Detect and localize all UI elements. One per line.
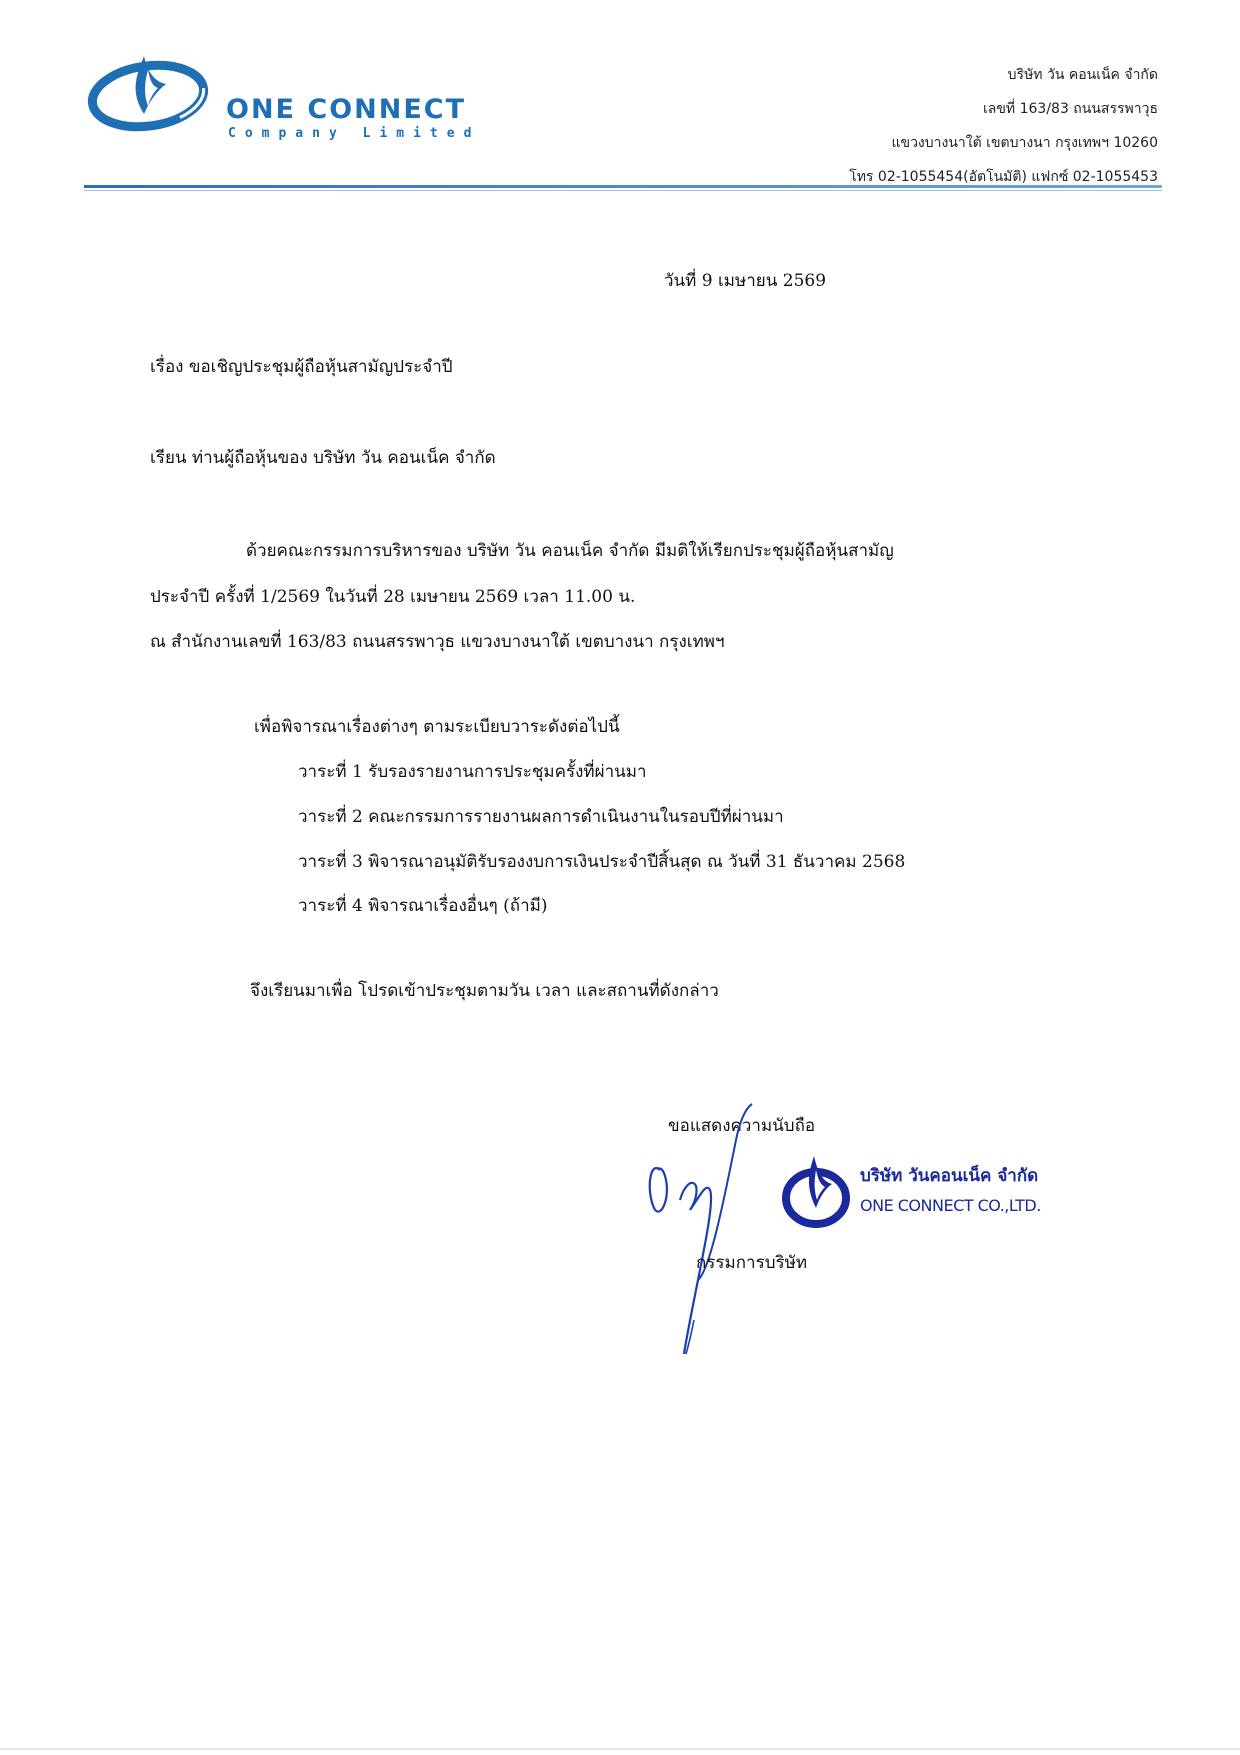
address-line: โทร 02-1055454(อัตโนมัติ) แฟกซ์ 02-1055453 bbox=[849, 169, 1158, 185]
logo-name: ONE CONNECT bbox=[226, 94, 467, 125]
regards: ขอแสดงความนับถือ bbox=[668, 1116, 816, 1136]
agenda-item: วาระที่ 3 พิจารณาอนุมัติรับรองงบการเงินประจำปีสิ้นสุด ณ วันที่ 31 ธันวาคม 2568 bbox=[298, 852, 906, 872]
agenda-item: วาระที่ 2 คณะกรรมการรายงานผลการดำเนินงานในรอบปีที่ผ่านมา bbox=[298, 807, 784, 827]
agenda-item: วาระที่ 4 พิจารณาเรื่องอื่นๆ (ถ้ามี) bbox=[298, 896, 548, 916]
header-divider-thin bbox=[84, 190, 1162, 191]
page-bottom-edge bbox=[0, 1748, 1240, 1750]
letter-subject: เรื่อง ขอเชิญประชุมผู้ถือหุ้นสามัญประจำปี bbox=[150, 357, 453, 377]
stamp-name-en: ONE CONNECT CO.,LTD. bbox=[860, 1196, 1041, 1215]
address-line: บริษัท วัน คอนเน็ค จำกัด bbox=[1007, 67, 1158, 83]
body-line: ประจำปี ครั้งที่ 1/2569 ในวันที่ 28 เมษายน 2569 เวลา 11.00 น. bbox=[150, 587, 636, 607]
letter-date: วันที่ 9 เมษายน 2569 bbox=[664, 271, 827, 291]
company-logo bbox=[86, 52, 506, 142]
closing-line: จึงเรียนมาเพื่อ โปรดเข้าประชุมตามวัน เวลา และสถานที่ดังกล่าว bbox=[250, 981, 719, 1001]
address-line: เลขที่ 163/83 ถนนสรรพาวุธ bbox=[982, 101, 1158, 117]
agenda-item: วาระที่ 1 รับรองรายงานการประชุมครั้งที่ผ่านมา bbox=[298, 762, 647, 782]
body-line: ณ สำนักงานเลขที่ 163/83 ถนนสรรพาวุธ แขวงบางนาใต้ เขตบางนา กรุงเทพฯ bbox=[150, 632, 725, 652]
body-line: ด้วยคณะกรรมการบริหารของ บริษัท วัน คอนเน็ค จำกัด มีมติให้เรียกประชุมผู้ถือหุ้นสามัญ bbox=[246, 541, 894, 561]
letter-recipient: เรียน ท่านผู้ถือหุ้นของ บริษัท วัน คอนเน็ค จำกัด bbox=[150, 448, 496, 468]
signer-title: กรรมการบริษัท bbox=[696, 1253, 808, 1273]
agenda-intro: เพื่อพิจารณาเรื่องต่างๆ ตามระเบียบวาระดังต่อไปนี้ bbox=[254, 717, 620, 737]
logo-subtitle: Company Limited bbox=[228, 126, 481, 141]
logo-swoosh-icon bbox=[86, 52, 226, 142]
address-line: แขวงบางนาใต้ เขตบางนา กรุงเทพฯ 10260 bbox=[891, 135, 1158, 151]
header-divider bbox=[84, 185, 1162, 188]
company-stamp bbox=[778, 1148, 1098, 1248]
signature bbox=[640, 1100, 760, 1360]
company-address bbox=[849, 58, 1158, 194]
stamp-name-th: บริษัท วันคอนเน็ค จำกัด bbox=[860, 1166, 1039, 1186]
stamp-logo-icon bbox=[778, 1148, 858, 1238]
